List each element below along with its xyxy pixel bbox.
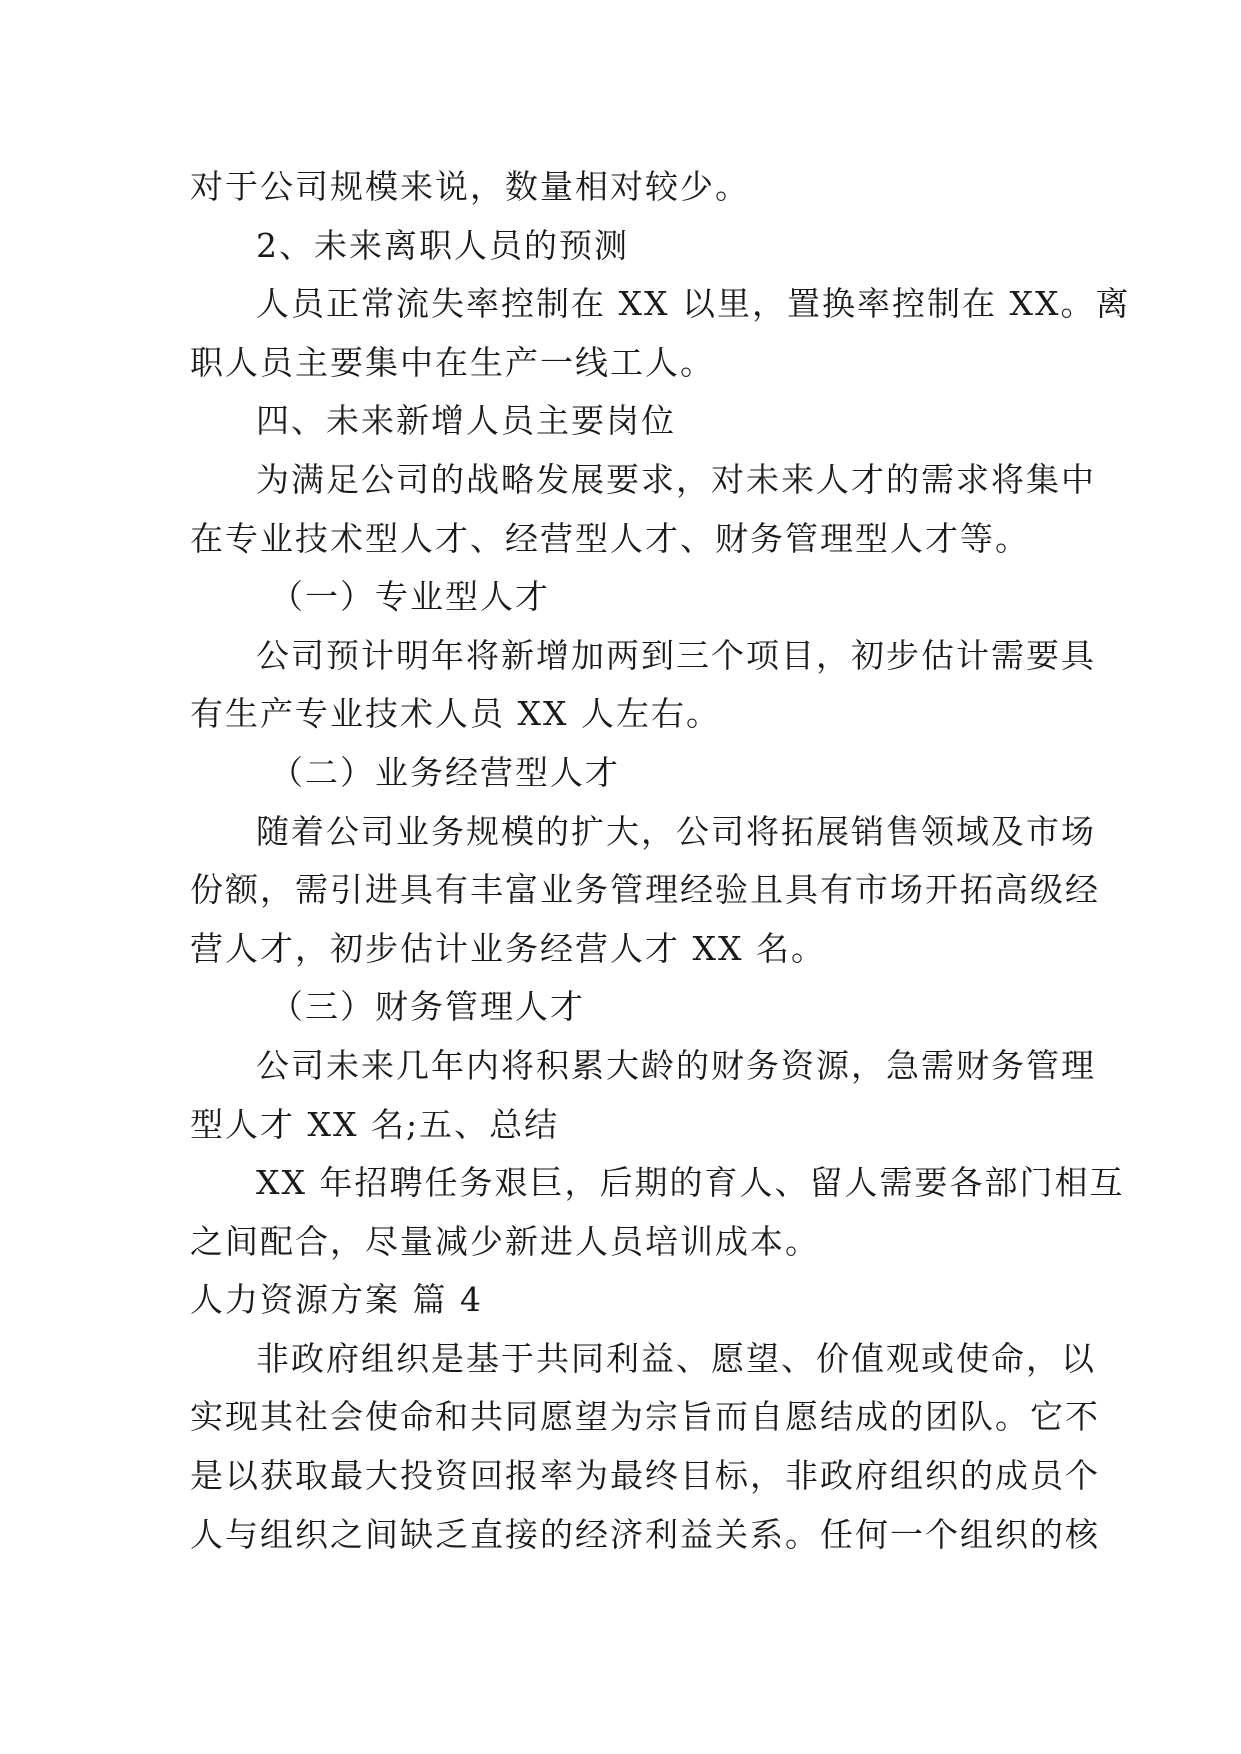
section-heading: 四、未来新增人员主要岗位 bbox=[256, 401, 676, 441]
paragraph-line: 人员正常流失率控制在 XX 以里，置换率控制在 XX。离 bbox=[256, 284, 1131, 324]
paragraph-line: 对于公司规模来说，数量相对较少。 bbox=[190, 167, 750, 206]
paragraph-line: 份额，需引进具有丰富业务管理经验且具有市场开拓高级经 bbox=[190, 870, 1100, 910]
paragraph-line: 人与组织之间缺乏直接的经济利益关系。任何一个组织的核 bbox=[190, 1514, 1100, 1554]
paragraph-line: 公司未来几年内将积累大龄的财务资源，急需财务管理 bbox=[256, 1045, 1096, 1085]
paragraph-line: 为满足公司的战略发展要求，对未来人才的需求将集中 bbox=[256, 459, 1096, 499]
paragraph-line: 有生产专业技术人员 XX 人左右。 bbox=[190, 694, 721, 734]
paragraph-line: 之间配合，尽量减少新进人员培训成本。 bbox=[190, 1221, 820, 1261]
chapter-title: 人力资源方案 篇 4 bbox=[190, 1280, 483, 1320]
subsection-heading: （二）业务经营型人才 bbox=[270, 752, 620, 792]
paragraph-line: 职人员主要集中在生产一线工人。 bbox=[190, 342, 715, 382]
paragraph-line: XX 年招聘任务艰巨，后期的育人、留人需要各部门相互 bbox=[256, 1163, 1125, 1203]
paragraph-line: 是以获取最大投资回报率为最终目标，非政府组织的成员个 bbox=[190, 1456, 1100, 1496]
paragraph-line: 营人才，初步估计业务经营人才 XX 名。 bbox=[190, 928, 826, 968]
paragraph-line: 公司预计明年将新增加两到三个项目，初步估计需要具 bbox=[256, 635, 1096, 675]
paragraph-line: 型人才 XX 名;五、总结 bbox=[190, 1104, 560, 1144]
section-heading: 2、未来离职人员的预测 bbox=[256, 225, 629, 265]
subsection-heading: （三）财务管理人才 bbox=[270, 987, 585, 1027]
paragraph-line: 实现其社会使命和共同愿望为宗旨而自愿结成的团队。它不 bbox=[190, 1397, 1100, 1437]
document-body bbox=[190, 158, 1131, 1564]
subsection-heading: （一）专业型人才 bbox=[270, 577, 550, 617]
paragraph-line: 非政府组织是基于共同利益、愿望、价值观或使命，以 bbox=[256, 1338, 1096, 1378]
paragraph-line: 随着公司业务规模的扩大，公司将拓展销售领域及市场 bbox=[256, 811, 1096, 851]
paragraph-line: 在专业技术型人才、经营型人才、财务管理型人才等。 bbox=[190, 518, 1030, 558]
